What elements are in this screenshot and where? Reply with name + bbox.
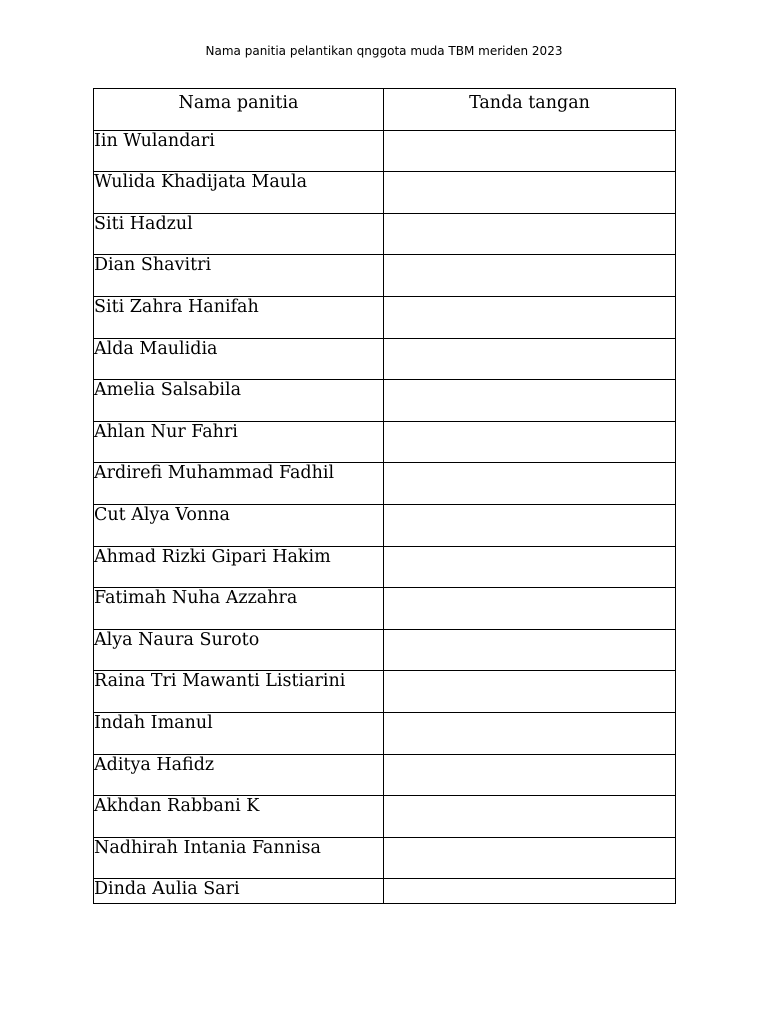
signature-cell <box>384 130 676 172</box>
signature-cell <box>384 380 676 422</box>
signature-cell <box>384 671 676 713</box>
table-row <box>94 255 676 297</box>
signature-cell <box>384 546 676 588</box>
table-row <box>94 380 676 422</box>
committee-name-cell: Dinda Aulia Sari <box>94 879 384 904</box>
committee-name-cell: Wulida Khadijata Maula <box>94 172 384 214</box>
signature-cell <box>384 629 676 671</box>
committee-name-cell: Aditya Hafidz <box>94 754 384 796</box>
table-row <box>94 796 676 838</box>
table-row <box>94 712 676 754</box>
column-header-name: Nama panitia <box>94 89 384 131</box>
table-row <box>94 172 676 214</box>
signature-cell <box>384 712 676 754</box>
committee-name-cell: Ardirefi Muhammad Fadhil <box>94 463 384 505</box>
table-row <box>94 504 676 546</box>
committee-name-cell: Siti Hadzul <box>94 213 384 255</box>
table-row <box>94 546 676 588</box>
signature-cell <box>384 421 676 463</box>
committee-name-cell: Ahmad Rizki Gipari Hakim <box>94 546 384 588</box>
committee-name-cell: Ahlan Nur Fahri <box>94 421 384 463</box>
table-row <box>94 421 676 463</box>
column-header-signature: Tanda tangan <box>384 89 676 131</box>
table-row <box>94 463 676 505</box>
table-row <box>94 338 676 380</box>
table-row <box>94 754 676 796</box>
signature-cell <box>384 504 676 546</box>
signature-cell <box>384 796 676 838</box>
committee-name-cell: Dian Shavitri <box>94 255 384 297</box>
table-row <box>94 671 676 713</box>
committee-name-cell: Iin Wulandari <box>94 130 384 172</box>
committee-name-cell: Alya Naura Suroto <box>94 629 384 671</box>
signature-cell <box>384 255 676 297</box>
signature-cell <box>384 213 676 255</box>
table-row <box>94 588 676 630</box>
table-row <box>94 213 676 255</box>
document-title: Nama panitia pelantikan qnggota muda TBM meriden 2023 <box>205 44 563 58</box>
signature-cell <box>384 338 676 380</box>
table-row <box>94 629 676 671</box>
committee-name-cell: Fatimah Nuha Azzahra <box>94 588 384 630</box>
signature-cell <box>384 754 676 796</box>
table-header-row <box>94 89 676 131</box>
signature-cell <box>384 588 676 630</box>
signature-table <box>93 88 676 904</box>
signature-cell <box>384 879 676 904</box>
committee-name-cell: Alda Maulidia <box>94 338 384 380</box>
table-row <box>94 296 676 338</box>
signature-cell <box>384 296 676 338</box>
signature-cell <box>384 837 676 879</box>
committee-name-cell: Raina Tri Mawanti Listiarini <box>94 671 384 713</box>
table-row <box>94 837 676 879</box>
committee-name-cell: Akhdan Rabbani K <box>94 796 384 838</box>
committee-name-cell: Cut Alya Vonna <box>94 504 384 546</box>
committee-name-cell: Siti Zahra Hanifah <box>94 296 384 338</box>
table-row <box>94 130 676 172</box>
committee-name-cell: Indah Imanul <box>94 712 384 754</box>
table-row <box>94 879 676 904</box>
signature-cell <box>384 463 676 505</box>
committee-name-cell: Nadhirah Intania Fannisa <box>94 837 384 879</box>
committee-name-cell: Amelia Salsabila <box>94 380 384 422</box>
signature-cell <box>384 172 676 214</box>
